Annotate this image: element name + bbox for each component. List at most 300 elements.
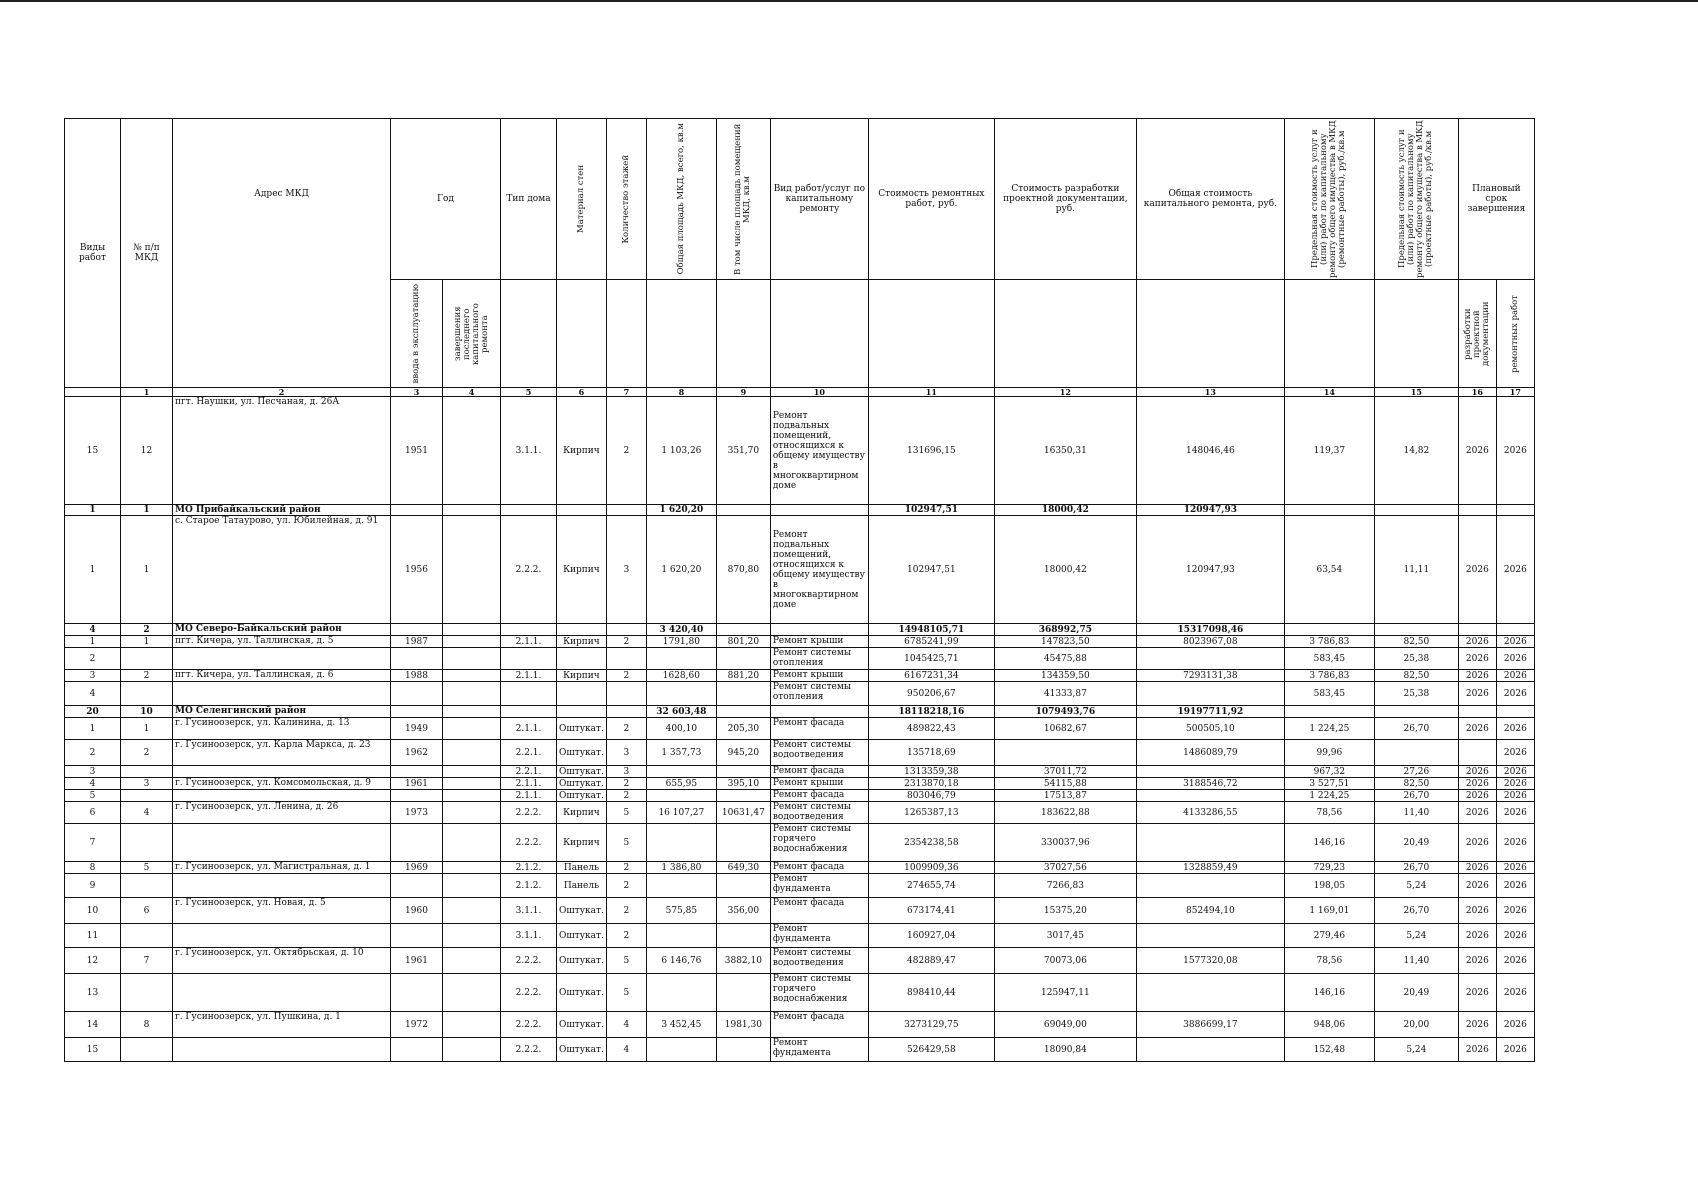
table-cell: 1 bbox=[65, 505, 121, 516]
table-cell: г. Гусиноозерск, ул. Новая, д. 5 bbox=[173, 898, 391, 924]
table-cell: пгт. Кичера, ул. Таллинская, д. 6 bbox=[173, 670, 391, 682]
table-cell: 9 bbox=[65, 874, 121, 898]
table-cell bbox=[716, 1038, 770, 1062]
table-cell: 3 bbox=[606, 740, 646, 766]
table-cell bbox=[391, 706, 443, 718]
table-cell bbox=[443, 718, 501, 740]
table-cell bbox=[501, 648, 557, 670]
table-cell: 2 bbox=[121, 670, 173, 682]
capital-repair-table bbox=[64, 118, 1535, 1062]
table-cell: с. Старое Татаурово, ул. Юбилейная, д. 91 bbox=[173, 516, 391, 624]
table-cell bbox=[716, 648, 770, 670]
header-stoim-proekt: Стоимость разработки проектной документации, руб. bbox=[994, 119, 1136, 280]
table-cell: 5 bbox=[121, 862, 173, 874]
table-cell: 1961 bbox=[391, 778, 443, 790]
table-cell bbox=[646, 824, 716, 862]
table-cell: Оштукат. bbox=[557, 778, 607, 790]
table-cell: 4 bbox=[65, 682, 121, 706]
column-number: 2 bbox=[173, 388, 391, 397]
header-srok-proekt bbox=[1458, 280, 1496, 388]
table-cell: 5 bbox=[65, 790, 121, 802]
table-cell: 2.2.2. bbox=[501, 1012, 557, 1038]
table-cell: 146,16 bbox=[1284, 974, 1374, 1012]
table-cell: Оштукат. bbox=[557, 740, 607, 766]
table-cell: 205,30 bbox=[716, 718, 770, 740]
header-pred-rem-text: Предельная стоимость услуг и (или) работ по капитальному ремонту общего имущества в МКД (ремонтные работы), руб./кв.м bbox=[1310, 120, 1348, 278]
header-empty bbox=[646, 280, 716, 388]
table-cell bbox=[557, 505, 607, 516]
table-cell bbox=[173, 824, 391, 862]
table-cell: Ремонт фасада bbox=[770, 718, 868, 740]
table-cell: 1486089,79 bbox=[1136, 740, 1284, 766]
table-cell: 15375,20 bbox=[994, 898, 1136, 924]
table-cell bbox=[606, 648, 646, 670]
table-cell: 2026 bbox=[1458, 397, 1496, 505]
table-cell: 7266,83 bbox=[994, 874, 1136, 898]
table-cell: 26,70 bbox=[1374, 790, 1458, 802]
table-cell: Ремонт фасада bbox=[770, 1012, 868, 1038]
table-cell: 45475,88 bbox=[994, 648, 1136, 670]
table-cell: 152,48 bbox=[1284, 1038, 1374, 1062]
table-cell bbox=[994, 740, 1136, 766]
table-cell: 1 bbox=[65, 516, 121, 624]
table-cell bbox=[121, 682, 173, 706]
table-cell: 2026 bbox=[1458, 948, 1496, 974]
table-cell bbox=[443, 790, 501, 802]
header-god-remont-text: завершения последнего капитального ремонта bbox=[452, 302, 490, 365]
table-cell: 120947,93 bbox=[1136, 516, 1284, 624]
header-god-vvoda-text: ввода в эксплуатацию bbox=[411, 283, 421, 384]
table-cell: 2.2.2. bbox=[501, 802, 557, 824]
table-cell: 2026 bbox=[1496, 862, 1534, 874]
table-cell: г. Гусиноозерск, ул. Пушкина, д. 1 bbox=[173, 1012, 391, 1038]
header-pred-proekt bbox=[1374, 119, 1458, 280]
header-empty bbox=[1374, 280, 1458, 388]
table-row bbox=[65, 740, 1535, 766]
table-cell bbox=[1374, 706, 1458, 718]
table-cell: 2026 bbox=[1496, 802, 1534, 824]
table-cell: 146,16 bbox=[1284, 824, 1374, 862]
table-cell: 673174,41 bbox=[868, 898, 994, 924]
table-row bbox=[65, 766, 1535, 778]
table-cell: 78,56 bbox=[1284, 948, 1374, 974]
table-cell: 1951 bbox=[391, 397, 443, 505]
table-cell: 1 bbox=[65, 718, 121, 740]
capital-repair-table-page bbox=[64, 118, 1535, 1062]
table-cell: 801,20 bbox=[716, 636, 770, 648]
header-ploshad-pom bbox=[716, 119, 770, 280]
table-cell: 99,96 bbox=[1284, 740, 1374, 766]
table-cell: 1628,60 bbox=[646, 670, 716, 682]
column-number: 3 bbox=[391, 388, 443, 397]
table-cell: г. Гусиноозерск, ул. Карла Маркса, д. 23 bbox=[173, 740, 391, 766]
table-cell: 134359,50 bbox=[994, 670, 1136, 682]
table-cell: 583,45 bbox=[1284, 648, 1374, 670]
table-cell: 2026 bbox=[1496, 948, 1534, 974]
header-god-remont bbox=[443, 280, 501, 388]
table-cell bbox=[1374, 740, 1458, 766]
table-cell bbox=[557, 648, 607, 670]
table-cell: 4 bbox=[65, 624, 121, 636]
table-cell bbox=[391, 648, 443, 670]
table-cell: 7 bbox=[121, 948, 173, 974]
table-cell bbox=[1496, 624, 1534, 636]
table-cell: 6 146,76 bbox=[646, 948, 716, 974]
table-cell: 2026 bbox=[1496, 670, 1534, 682]
table-cell bbox=[121, 874, 173, 898]
table-cell: 119,37 bbox=[1284, 397, 1374, 505]
table-cell: 649,30 bbox=[716, 862, 770, 874]
table-cell: 2026 bbox=[1496, 740, 1534, 766]
table-cell: Ремонт крыши bbox=[770, 778, 868, 790]
table-cell: 1960 bbox=[391, 898, 443, 924]
table-cell: 1 386,80 bbox=[646, 862, 716, 874]
table-cell: Оштукат. bbox=[557, 1038, 607, 1062]
table-row bbox=[65, 682, 1535, 706]
table-cell: 20,49 bbox=[1374, 824, 1458, 862]
table-cell bbox=[1136, 790, 1284, 802]
table-cell: 1 bbox=[65, 636, 121, 648]
table-cell: 6 bbox=[121, 898, 173, 924]
table-cell bbox=[443, 648, 501, 670]
table-cell bbox=[443, 862, 501, 874]
column-number: 13 bbox=[1136, 388, 1284, 397]
table-row bbox=[65, 924, 1535, 948]
table-cell bbox=[646, 766, 716, 778]
table-cell: 27,26 bbox=[1374, 766, 1458, 778]
table-cell: 32 603,48 bbox=[646, 706, 716, 718]
table-cell bbox=[770, 505, 868, 516]
header-ploshad-pom-text: В том числе площадь помещений МКД, кв.м bbox=[733, 123, 753, 275]
table-cell: 125947,11 bbox=[994, 974, 1136, 1012]
table-cell: 2 bbox=[121, 624, 173, 636]
table-row bbox=[65, 670, 1535, 682]
table-cell: 356,00 bbox=[716, 898, 770, 924]
table-cell bbox=[443, 974, 501, 1012]
table-cell: 2 bbox=[606, 718, 646, 740]
table-cell: 14,82 bbox=[1374, 397, 1458, 505]
table-cell: Ремонт системы водоотведения bbox=[770, 740, 868, 766]
table-cell: 20 bbox=[65, 706, 121, 718]
table-cell: 1313359,38 bbox=[868, 766, 994, 778]
table-cell bbox=[1458, 505, 1496, 516]
table-cell: Ремонт системы отопления bbox=[770, 648, 868, 670]
table-cell: 2026 bbox=[1458, 974, 1496, 1012]
table-cell: 3017,45 bbox=[994, 924, 1136, 948]
column-number-row bbox=[65, 388, 1535, 397]
table-cell: 575,85 bbox=[646, 898, 716, 924]
table-cell: 15317098,46 bbox=[1136, 624, 1284, 636]
column-number: 16 bbox=[1458, 388, 1496, 397]
table-cell: 2026 bbox=[1458, 874, 1496, 898]
table-cell bbox=[501, 682, 557, 706]
table-cell: Оштукат. bbox=[557, 718, 607, 740]
table-cell: 2026 bbox=[1458, 1012, 1496, 1038]
table-cell: 3 452,45 bbox=[646, 1012, 716, 1038]
table-cell bbox=[121, 648, 173, 670]
table-cell bbox=[443, 397, 501, 505]
table-cell bbox=[646, 1038, 716, 1062]
table-row bbox=[65, 948, 1535, 974]
table-cell bbox=[121, 824, 173, 862]
table-cell bbox=[1136, 924, 1284, 948]
table-cell: 41333,87 bbox=[994, 682, 1136, 706]
table-cell: 1962 bbox=[391, 740, 443, 766]
table-cell: 1973 bbox=[391, 802, 443, 824]
table-cell: 1 bbox=[121, 516, 173, 624]
table-cell: Ремонт фундамента bbox=[770, 1038, 868, 1062]
table-cell: 400,10 bbox=[646, 718, 716, 740]
table-cell: 15 bbox=[65, 1038, 121, 1062]
table-cell bbox=[770, 624, 868, 636]
table-cell bbox=[716, 824, 770, 862]
header-row-main bbox=[65, 119, 1535, 280]
table-cell: 2.2.2. bbox=[501, 1038, 557, 1062]
table-cell: 2 bbox=[65, 740, 121, 766]
table-cell: 2 bbox=[606, 397, 646, 505]
table-cell: г. Гусиноозерск, ул. Комсомольская, д. 9 bbox=[173, 778, 391, 790]
table-cell: 2026 bbox=[1496, 516, 1534, 624]
table-cell bbox=[1136, 824, 1284, 862]
table-cell: 3 bbox=[65, 670, 121, 682]
table-cell: 2.1.2. bbox=[501, 862, 557, 874]
table-cell: 2 bbox=[606, 898, 646, 924]
table-cell bbox=[443, 1012, 501, 1038]
table-cell bbox=[716, 505, 770, 516]
table-cell: 945,20 bbox=[716, 740, 770, 766]
table-cell bbox=[391, 1038, 443, 1062]
table-cell: 26,70 bbox=[1374, 898, 1458, 924]
table-cell: 82,50 bbox=[1374, 778, 1458, 790]
table-row bbox=[65, 974, 1535, 1012]
table-cell bbox=[557, 682, 607, 706]
table-cell bbox=[1458, 740, 1496, 766]
table-cell: 5 bbox=[606, 824, 646, 862]
table-cell: 881,20 bbox=[716, 670, 770, 682]
table-cell: 2026 bbox=[1458, 682, 1496, 706]
table-cell: 279,46 bbox=[1284, 924, 1374, 948]
table-cell: г. Гусиноозерск, ул. Октябрьская, д. 10 bbox=[173, 948, 391, 974]
table-cell: 500505,10 bbox=[1136, 718, 1284, 740]
table-cell: 898410,44 bbox=[868, 974, 994, 1012]
table-row bbox=[65, 824, 1535, 862]
table-cell: 3 bbox=[606, 516, 646, 624]
table-cell bbox=[443, 766, 501, 778]
table-cell: Кирпич bbox=[557, 397, 607, 505]
table-cell: Ремонт подвальных помещений, относящихся к общему имуществу в многоквартирном доме bbox=[770, 397, 868, 505]
table-cell bbox=[391, 682, 443, 706]
table-cell bbox=[173, 766, 391, 778]
table-cell: Кирпич bbox=[557, 802, 607, 824]
header-god: Год bbox=[391, 119, 501, 280]
table-row bbox=[65, 874, 1535, 898]
table-cell: Оштукат. bbox=[557, 1012, 607, 1038]
table-cell: 37011,72 bbox=[994, 766, 1136, 778]
table-cell: 3 786,83 bbox=[1284, 636, 1374, 648]
table-cell: 2026 bbox=[1496, 1012, 1534, 1038]
table-row bbox=[65, 516, 1535, 624]
table-cell: 8023967,08 bbox=[1136, 636, 1284, 648]
column-number: 10 bbox=[770, 388, 868, 397]
table-cell bbox=[606, 505, 646, 516]
table-cell bbox=[443, 924, 501, 948]
header-tip-doma: Тип дома bbox=[501, 119, 557, 280]
header-empty bbox=[868, 280, 994, 388]
table-cell: Ремонт фундамента bbox=[770, 924, 868, 948]
table-cell: 2 bbox=[65, 648, 121, 670]
table-cell: 160927,04 bbox=[868, 924, 994, 948]
header-srok-rem-text: ремонтных работ bbox=[1509, 294, 1520, 373]
table-cell: 12 bbox=[65, 948, 121, 974]
table-cell bbox=[173, 790, 391, 802]
table-cell: 14 bbox=[65, 1012, 121, 1038]
table-cell: Ремонт фасада bbox=[770, 790, 868, 802]
column-number bbox=[65, 388, 121, 397]
table-cell: пгт. Кичера, ул. Таллинская, д. 5 bbox=[173, 636, 391, 648]
table-cell: 5 bbox=[606, 802, 646, 824]
header-etazhi-text: Количество этажей bbox=[620, 154, 631, 244]
table-cell bbox=[1458, 706, 1496, 718]
header-srok-proekt-text: разработки проектной документации bbox=[1462, 301, 1491, 366]
table-cell bbox=[716, 706, 770, 718]
table-cell: Ремонт фасада bbox=[770, 766, 868, 778]
table-cell: 2026 bbox=[1496, 778, 1534, 790]
table-cell: Панель bbox=[557, 862, 607, 874]
table-cell bbox=[443, 682, 501, 706]
table-cell: 10682,67 bbox=[994, 718, 1136, 740]
table-cell: 18118218,16 bbox=[868, 706, 994, 718]
column-number: 9 bbox=[716, 388, 770, 397]
table-cell: 2 bbox=[606, 636, 646, 648]
table-cell bbox=[391, 766, 443, 778]
table-cell: 3188546,72 bbox=[1136, 778, 1284, 790]
table-cell: 2026 bbox=[1458, 718, 1496, 740]
table-cell: 6 bbox=[65, 802, 121, 824]
table-cell bbox=[501, 624, 557, 636]
table-cell bbox=[646, 648, 716, 670]
table-cell: 5,24 bbox=[1374, 924, 1458, 948]
table-cell: 2026 bbox=[1496, 898, 1534, 924]
table-cell: 3 bbox=[65, 766, 121, 778]
table-cell: Ремонт системы водоотведения bbox=[770, 948, 868, 974]
table-cell: 1988 bbox=[391, 670, 443, 682]
table-cell bbox=[173, 874, 391, 898]
table-cell: 2 bbox=[606, 874, 646, 898]
table-cell bbox=[1136, 1038, 1284, 1062]
table-cell: 3 bbox=[606, 766, 646, 778]
table-cell bbox=[443, 948, 501, 974]
header-pred-rem bbox=[1284, 119, 1374, 280]
table-cell bbox=[716, 924, 770, 948]
table-cell: 1577320,08 bbox=[1136, 948, 1284, 974]
table-row bbox=[65, 862, 1535, 874]
table-cell bbox=[1374, 505, 1458, 516]
table-cell: г. Гусиноозерск, ул. Магистральная, д. 1 bbox=[173, 862, 391, 874]
table-cell: 54115,88 bbox=[994, 778, 1136, 790]
table-cell: 7 bbox=[65, 824, 121, 862]
table-cell: Ремонт подвальных помещений, относящихся к общему имуществу в многоквартирном доме bbox=[770, 516, 868, 624]
table-cell: 3.1.1. bbox=[501, 898, 557, 924]
table-cell bbox=[646, 790, 716, 802]
table-cell: Кирпич bbox=[557, 670, 607, 682]
table-cell bbox=[121, 974, 173, 1012]
table-cell bbox=[443, 636, 501, 648]
table-cell: 1 bbox=[121, 636, 173, 648]
table-cell: 1 224,25 bbox=[1284, 718, 1374, 740]
table-cell: 2026 bbox=[1458, 802, 1496, 824]
header-vid-rabot: Виды работ bbox=[65, 119, 121, 388]
table-cell: МО Прибайкальский район bbox=[173, 505, 391, 516]
table-cell: 17513,87 bbox=[994, 790, 1136, 802]
table-cell: Оштукат. bbox=[557, 766, 607, 778]
table-cell bbox=[716, 624, 770, 636]
table-cell: 1972 bbox=[391, 1012, 443, 1038]
table-cell: 870,80 bbox=[716, 516, 770, 624]
table-cell: 148046,46 bbox=[1136, 397, 1284, 505]
table-cell: 102947,51 bbox=[868, 516, 994, 624]
table-cell: 10 bbox=[121, 706, 173, 718]
table-cell bbox=[173, 924, 391, 948]
table-row bbox=[65, 648, 1535, 670]
table-cell bbox=[716, 790, 770, 802]
table-cell: Ремонт крыши bbox=[770, 636, 868, 648]
table-cell: 5 bbox=[606, 948, 646, 974]
table-cell: 5,24 bbox=[1374, 1038, 1458, 1062]
table-cell bbox=[443, 505, 501, 516]
table-cell bbox=[1284, 624, 1374, 636]
table-cell bbox=[443, 778, 501, 790]
header-empty bbox=[716, 280, 770, 388]
table-cell: 2026 bbox=[1458, 824, 1496, 862]
table-cell: 10 bbox=[65, 898, 121, 924]
table-cell: 2.2.2. bbox=[501, 824, 557, 862]
table-cell bbox=[443, 740, 501, 766]
table-row bbox=[65, 778, 1535, 790]
table-cell: 2.2.2. bbox=[501, 516, 557, 624]
table-cell: 2 bbox=[606, 924, 646, 948]
table-cell: 3 bbox=[121, 778, 173, 790]
header-stoim-rem: Стоимость ремонтных работ, руб. bbox=[868, 119, 994, 280]
header-srok-rem bbox=[1496, 280, 1534, 388]
table-cell bbox=[443, 874, 501, 898]
header-empty bbox=[770, 280, 868, 388]
table-cell: 2 bbox=[606, 790, 646, 802]
table-cell: Панель bbox=[557, 874, 607, 898]
table-cell: 2026 bbox=[1496, 974, 1534, 1012]
table-cell: 6167231,34 bbox=[868, 670, 994, 682]
table-cell: 11 bbox=[65, 924, 121, 948]
table-cell: 20,00 bbox=[1374, 1012, 1458, 1038]
header-plan-srok: Плановый срок завершения bbox=[1458, 119, 1534, 280]
table-cell bbox=[391, 824, 443, 862]
column-number: 17 bbox=[1496, 388, 1534, 397]
table-cell bbox=[1496, 706, 1534, 718]
table-cell: Оштукат. bbox=[557, 948, 607, 974]
table-cell: 1791,80 bbox=[646, 636, 716, 648]
table-cell: 3 527,51 bbox=[1284, 778, 1374, 790]
table-cell bbox=[391, 874, 443, 898]
table-cell: Ремонт фундамента bbox=[770, 874, 868, 898]
table-cell: 63,54 bbox=[1284, 516, 1374, 624]
header-empty bbox=[1136, 280, 1284, 388]
table-cell: 2026 bbox=[1458, 924, 1496, 948]
table-cell: 2026 bbox=[1458, 862, 1496, 874]
table-cell: г. Гусиноозерск, ул. Ленина, д. 26 bbox=[173, 802, 391, 824]
table-cell bbox=[1284, 505, 1374, 516]
table-cell: 26,70 bbox=[1374, 718, 1458, 740]
table-cell: 2026 bbox=[1496, 648, 1534, 670]
table-cell: 5 bbox=[606, 974, 646, 1012]
